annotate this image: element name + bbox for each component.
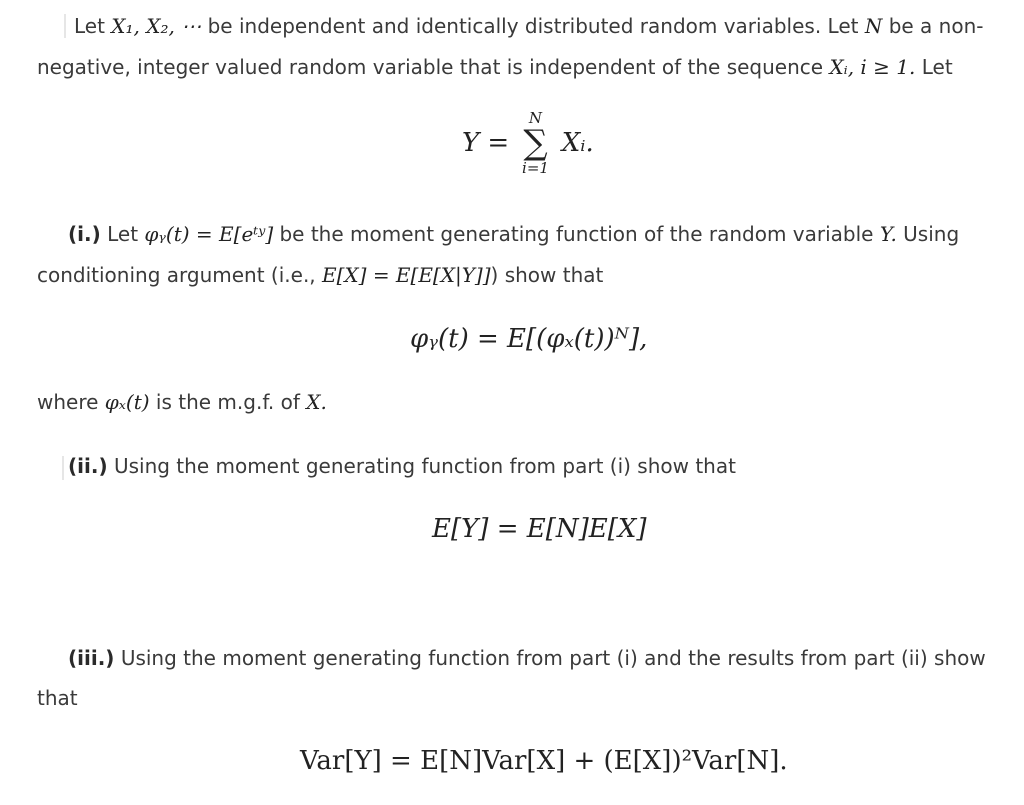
part-i-line2-a: conditioning argument (i.e., xyxy=(37,263,316,287)
part-i-where-line xyxy=(37,388,327,416)
intro-line-1 xyxy=(74,12,983,40)
part-iii-display-equation xyxy=(300,744,788,778)
summation-equation xyxy=(462,110,594,176)
sum-upper-limit: N xyxy=(528,109,543,127)
part-ii-margin-mark xyxy=(62,456,64,480)
part-i-line2-math: E[X] = E[E[X|Y]] xyxy=(322,263,491,287)
intro-let: Let xyxy=(74,14,105,38)
part-i-text-a: Let xyxy=(107,222,139,246)
part-i-math-b: Y. xyxy=(879,222,897,246)
sum-lower-limit: i=1 xyxy=(522,159,549,177)
intro-math-sequence: X₁, X₂, ⋯ xyxy=(111,14,202,38)
part-iii-display-math: Var[Y] = E[N]Var[X] + (E[X])²Var[N]. xyxy=(300,746,788,776)
part-ii-line-1 xyxy=(68,452,736,480)
part-iii-label: (iii.) xyxy=(68,646,115,670)
part-iii-line-1 xyxy=(68,644,986,672)
intro-line2-end: Let xyxy=(921,55,953,79)
sum-operator xyxy=(517,110,553,176)
part-i-line2-b: ) show that xyxy=(490,263,604,287)
part-i-text-b: be the moment generating function of the random variable xyxy=(279,222,874,246)
sum-lhs: Y = xyxy=(462,128,510,158)
where-X: X. xyxy=(306,390,327,414)
intro-rest: be independent and identically distributed random variables. Let xyxy=(207,14,859,38)
intro-line2-math: Xᵢ, i ≥ 1. xyxy=(829,55,916,79)
part-ii-display-equation xyxy=(432,512,647,546)
intro-line2-start: negative, integer valued random variable that is independent of the sequence xyxy=(37,55,824,79)
part-ii-display-math: E[Y] = E[N]E[X] xyxy=(432,514,647,544)
where-math: φₓ(t) xyxy=(104,390,150,414)
part-i-math-a: φᵧ(t) = E[eᵗʸ] xyxy=(144,222,274,246)
left-margin-mark xyxy=(64,14,66,38)
part-i-label: (i.) xyxy=(68,222,101,246)
part-ii-label: (ii.) xyxy=(68,454,108,478)
intro-line-2 xyxy=(37,53,953,81)
part-i-line-1 xyxy=(68,220,959,248)
part-iii-line2: that xyxy=(37,686,78,710)
sum-term: Xᵢ. xyxy=(561,128,594,158)
part-ii-text: Using the moment generating function from part (i) show that xyxy=(113,454,736,478)
part-i-display-equation xyxy=(410,322,647,356)
part-i-line-2 xyxy=(37,261,603,289)
part-i-text-c: Using xyxy=(903,222,960,246)
sigma-symbol: ∑ xyxy=(523,123,548,163)
where-b: is the m.g.f. of xyxy=(155,390,300,414)
part-iii-text: Using the moment generating function from part (i) and the results from part (ii) show xyxy=(120,646,986,670)
intro-N: N xyxy=(864,14,883,38)
intro-end: be a non- xyxy=(888,14,984,38)
part-iii-line-2 xyxy=(37,684,78,712)
part-i-display-math: φᵧ(t) = E[(φₓ(t))ᴺ], xyxy=(410,324,648,354)
where-a: where xyxy=(37,390,99,414)
